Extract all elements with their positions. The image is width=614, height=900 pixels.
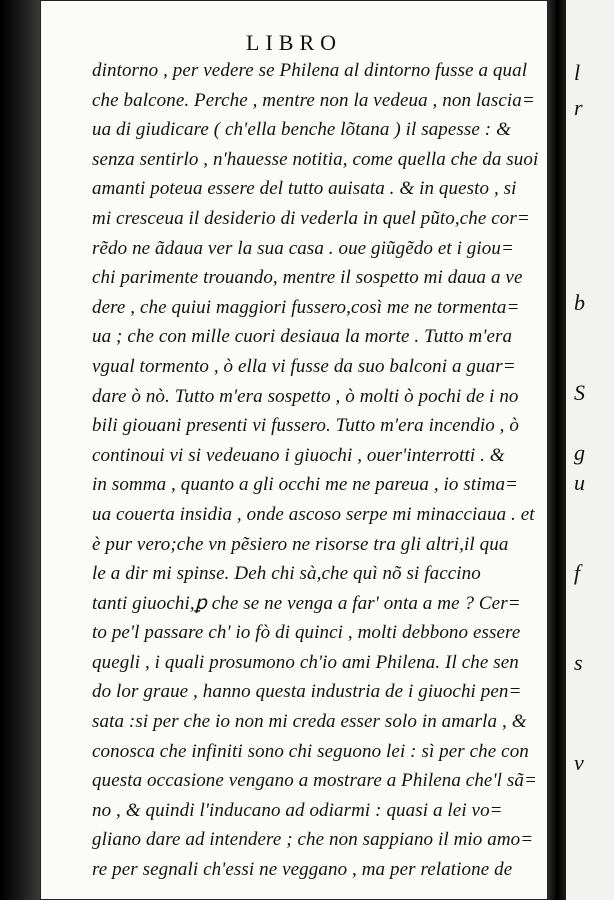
text-line: do lor graue , hanno questa industria de i giuochi pen= — [92, 681, 522, 703]
text-line: gliano dare ad intendere ; che non sappiano il mio amo= — [92, 829, 534, 851]
text-line: amanti poteua essere del tutto auisata . & in questo , si — [92, 178, 517, 200]
facing-page-glyph: v — [574, 750, 584, 775]
facing-page-glyph: b — [574, 290, 585, 315]
text-line: ua di giudicare ( ch'ella benche lõtana ) il sapesse : & — [92, 119, 511, 141]
text-line: quegli , i quali prosumono ch'io ami Philena. Il che sen — [92, 651, 519, 673]
text-line: tanti giuochi,ꝑ che se ne venga a far' onta a me ? Cer= — [92, 592, 521, 614]
facing-page-edge — [566, 0, 614, 900]
text-line: no , & quindi l'inducano ad odiarmi : quasi a lei vo= — [92, 799, 503, 821]
text-line: dere , che quiui maggiori fussero,così me ne tormenta= — [92, 296, 520, 318]
facing-page-glyph: u — [574, 470, 585, 495]
facing-page-glyph: g — [574, 440, 585, 465]
text-line: bili giouani presenti vi fussero. Tutto m'era incendio , ò — [92, 415, 519, 437]
page-gutter — [548, 0, 566, 900]
running-head: LIBRO — [246, 30, 342, 55]
facing-page-glyph: l — [574, 60, 581, 85]
text-line: mi cresceua il desiderio di vederla in quel pũto,che cor= — [92, 207, 530, 229]
text-line: conosca che infiniti sono chi seguono lei : sì per che con — [92, 740, 529, 762]
text-line: è pur vero;che vn pẽsiero ne risorse tra gli altri,il qua — [92, 533, 509, 555]
facing-page-glyph: f — [574, 560, 581, 585]
text-line: senza sentirlo , n'hauesse notitia, come quella che da suoi — [92, 148, 539, 170]
facing-page-glyph: s — [574, 650, 583, 675]
facing-page-glyph: r — [574, 95, 583, 120]
binding-shadow — [0, 0, 40, 900]
text-line: to pe'l passare ch' io fò di quinci , molti debbono essere — [92, 622, 521, 644]
facing-page-glyph: S — [574, 380, 585, 405]
text-line: che balcone. Perche , mentre non la vedeua , non lascia= — [92, 89, 535, 111]
text-line: re per segnali ch'essi ne veggano , ma per relatione de — [92, 859, 513, 881]
text-line: chi parimente trouando, mentre il sospetto mi daua a ve — [92, 267, 523, 289]
text-line: questa occasione vengano a mostrare a Philena che'l sã= — [92, 770, 537, 792]
text-line: dintorno , per vedere se Philena al dintorno fusse a qual — [92, 60, 528, 81]
text-block — [92, 56, 540, 885]
text-line: ua ; che con mille cuori desiaua la morte . Tutto m'era — [92, 326, 513, 348]
text-line: dare ò nò. Tutto m'era sospetto , ò molti ò pochi de i no — [92, 385, 519, 407]
text-line: rẽdo ne ãdaua ver la sua casa . oue giũgẽdo et i giou= — [92, 237, 514, 259]
text-line: in somma , quanto a gli occhi me ne pareua , io stima= — [92, 474, 518, 496]
text-line: le a dir mi spinse. Deh chi sà,che quì nõ si faccino — [92, 563, 481, 585]
text-line: sata :si per che io non mi creda esser solo in amarla , & — [92, 711, 527, 733]
text-line: vgual tormento , ò ella vi fusse da suo balconi a guar= — [92, 355, 516, 377]
text-line: ua couerta insidia , onde ascoso serpe mi minacciaua . et — [92, 503, 535, 525]
text-line: continoui vi si vedeuano i giuochi , ouer'interrotti . & — [92, 444, 505, 466]
book-page — [40, 0, 548, 900]
